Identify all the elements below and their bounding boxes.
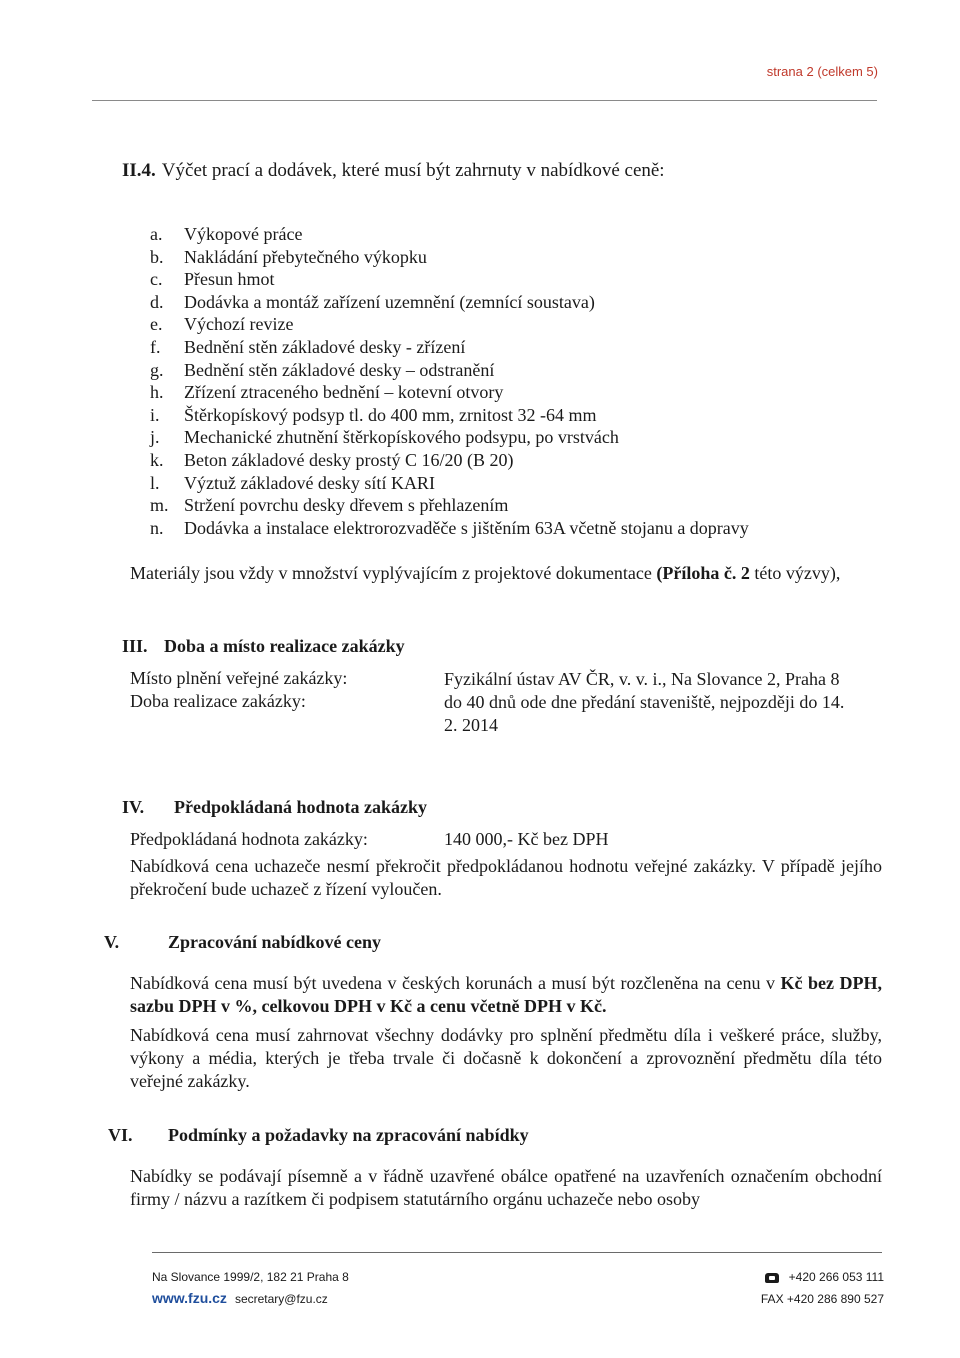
footer-phone <box>0 1270 884 1284</box>
section-title: Zpracování nabídkové ceny <box>168 932 382 952</box>
section-number: VI. <box>108 1125 133 1145</box>
list-text: Výztuž základové desky sítí KARI <box>184 472 435 493</box>
time-value: do 40 dnů ode dne předání staveniště, nejpozději do 14. <box>444 692 845 712</box>
price-scope-paragraph: Nabídková cena musí zahrnovat všechny dodávky pro splnění předmětu díla i veškeré práce, služby, výkony a média, kterých je třeba trvale či dočasně k dokončení a zprovoznění předmětu díla této veřejné zakázky. <box>130 1025 882 1091</box>
list-item <box>150 381 749 404</box>
list-text: Štěrkopískový podsyp tl. do 400 mm, zrnitost 32 -64 mm <box>184 404 597 425</box>
email-link[interactable]: secretary@fzu.cz <box>234 1292 328 1306</box>
list-letter: g. <box>150 359 164 380</box>
list-text: Zřízení ztraceného bednění – kotevní otvory <box>184 382 504 403</box>
list-text: Dodávka a montáž zařízení uzemnění (zemnící soustava) <box>184 291 595 312</box>
section-number: III. <box>122 636 148 656</box>
list-item <box>150 313 749 336</box>
section-title: Předpokládaná hodnota zakázky <box>174 797 428 817</box>
materials-text: Materiály jsou vždy v množství vyplývajícím z projektové dokumentace <box>130 563 652 583</box>
footer-address: Na Slovance 1999/2, 182 21 Praha 8 <box>152 1270 349 1284</box>
list-item <box>150 517 749 540</box>
time-label: Doba realizace zakázky: <box>130 691 306 711</box>
list-item <box>150 404 749 427</box>
time-value-cont: 2. 2014 <box>444 715 498 735</box>
list-text: Přesun hmot <box>184 269 275 290</box>
list-letter: n. <box>150 517 164 538</box>
list-item <box>150 246 749 269</box>
estimated-value-label: Předpokládaná hodnota zakázky: <box>130 829 368 849</box>
section-2-4-heading <box>122 160 665 182</box>
section-title: Podmínky a požadavky na zpracování nabídky <box>168 1125 529 1145</box>
list-letter: l. <box>150 472 160 493</box>
list-letter: m. <box>150 495 169 516</box>
price-format-bold: Kč bez DPH, sazbu DPH v %, celkovou DPH v Kč a cenu včetně DPH v Kč. <box>130 973 882 1016</box>
price-format-paragraph <box>130 972 882 1018</box>
footer-fax: FAX +420 286 890 527 <box>760 1292 884 1306</box>
list-letter: k. <box>150 449 164 470</box>
list-text: Beton základové desky prostý C 16/20 (B 20) <box>184 449 514 470</box>
list-item <box>150 494 749 517</box>
price-format-text: Nabídková cena musí být uvedena v českých korunách a musí být rozčleněna na cenu v <box>130 973 775 993</box>
estimated-value-amount: 140 000,- Kč bez DPH <box>444 829 609 849</box>
list-item <box>150 449 749 472</box>
footer-divider <box>152 1252 882 1253</box>
list-letter: j. <box>150 427 160 448</box>
section-number: V. <box>104 932 120 952</box>
list-letter: a. <box>150 224 163 244</box>
work-items-list <box>150 223 749 539</box>
list-item <box>150 291 749 314</box>
list-item <box>150 268 749 291</box>
section-number: IV. <box>122 797 145 817</box>
list-item <box>150 359 749 382</box>
phone-number: +420 266 053 111 <box>788 1270 884 1284</box>
section-4-heading <box>122 797 427 818</box>
header-divider <box>92 100 877 101</box>
list-item <box>150 223 749 246</box>
list-text: Výchozí revize <box>184 314 294 335</box>
section-title: Výčet prací a dodávek, které musí být zahrnuty v nabídkové ceně: <box>161 160 665 181</box>
list-letter: h. <box>150 382 164 403</box>
materials-tail: této výzvy), <box>754 563 841 583</box>
list-letter: f. <box>150 336 161 357</box>
phone-icon <box>765 1273 779 1283</box>
page-number: strana 2 (celkem 5) <box>766 64 878 79</box>
section-6-heading <box>108 1125 529 1146</box>
list-letter: d. <box>150 291 164 312</box>
section-title: Doba a místo realizace zakázky <box>164 636 405 656</box>
list-item <box>150 472 749 495</box>
list-letter: i. <box>150 404 160 425</box>
list-letter: c. <box>150 269 163 290</box>
list-text: Bednění stěn základové desky - zřízení <box>184 336 466 357</box>
list-text: Bednění stěn základové desky – odstranění <box>184 359 495 380</box>
list-item <box>150 426 749 449</box>
list-letter: b. <box>150 246 164 267</box>
section-5-heading <box>104 932 381 953</box>
list-text: Mechanické zhutnění štěrkopískového podsypu, po vrstvách <box>184 427 619 448</box>
website-link[interactable]: www.fzu.cz <box>152 1290 227 1306</box>
list-text: Výkopové práce <box>184 224 303 244</box>
list-text: Dodávka a instalace elektrorozvaděče s jištěním 63A včetně stojanu a dopravy <box>184 517 749 538</box>
list-text: Stržení povrchu desky dřevem s přehlazením <box>184 495 509 516</box>
place-value: Fyzikální ústav AV ČR, v. v. i., Na Slovance 2, Praha 8 <box>444 669 840 689</box>
price-limit-note: Nabídková cena uchazeče nesmí překročit předpokládanou hodnotu veřejné zakázky. V případě jejího překročení bude uchazeč z řízení vyloučen. <box>130 856 882 899</box>
section-3-heading <box>122 636 405 657</box>
section-number: II.4. <box>122 160 156 181</box>
submission-paragraph: Nabídky se podávají písemně a v řádně uzavřené obálce opatřené na uzavřeních označením obchodní firmy / názvu a razítkem či podpisem statutárního orgánu uchazeče nebo osoby <box>130 1166 882 1209</box>
place-label: Místo plnění veřejné zakázky: <box>130 668 348 688</box>
list-letter: e. <box>150 314 163 335</box>
materials-note <box>130 562 880 585</box>
list-text: Nakládání přebytečného výkopku <box>184 246 427 267</box>
materials-attachment: (Příloha č. 2 <box>656 563 750 583</box>
list-item <box>150 336 749 359</box>
